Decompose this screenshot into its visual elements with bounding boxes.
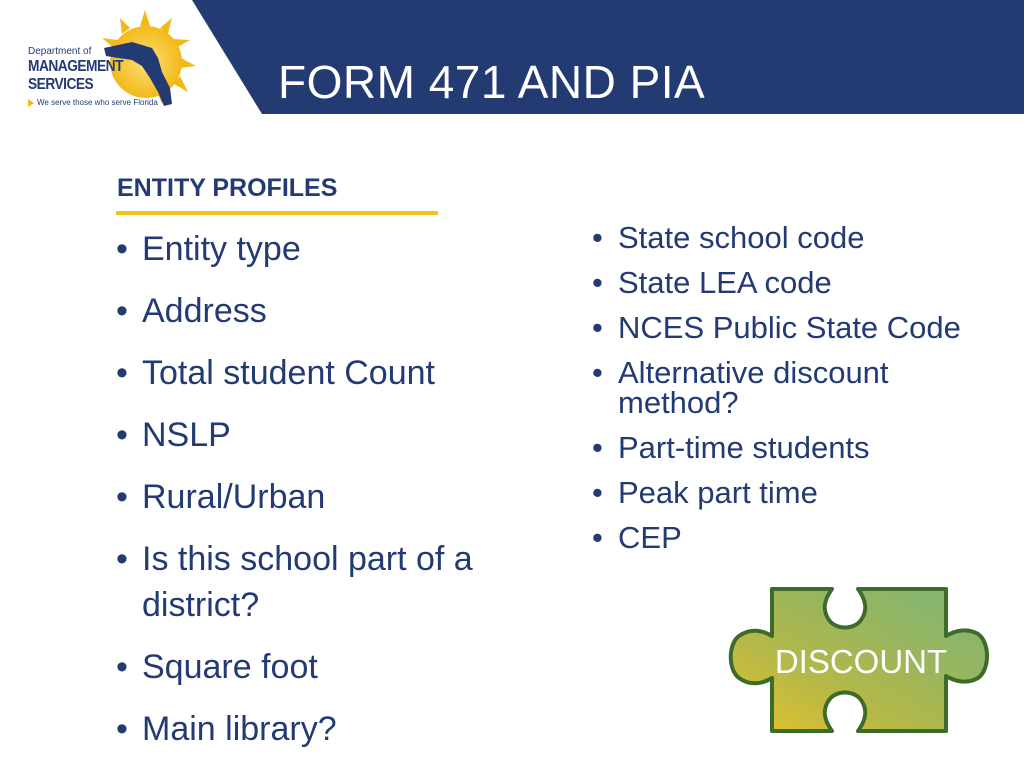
section-heading: ENTITY PROFILES	[117, 174, 338, 202]
discount-puzzle-piece	[724, 586, 994, 734]
bullet-icon: •	[116, 710, 128, 748]
list-item: • NCES Public State Code	[592, 310, 961, 345]
list-item: • Total student Count	[116, 350, 536, 396]
bullet-icon: •	[116, 292, 128, 330]
puzzle-label: DISCOUNT	[774, 643, 948, 680]
bullet-icon: •	[116, 648, 128, 686]
logo-tagline-text: We serve those who serve Florida	[37, 98, 158, 107]
bullet-icon: •	[116, 478, 128, 516]
bullet-icon: •	[592, 520, 603, 555]
bullet-icon: •	[116, 230, 128, 268]
slide-title: FORM 471 AND PIA	[278, 56, 706, 108]
list-item: • Part-time students	[592, 430, 870, 465]
bullet-icon: •	[592, 430, 603, 465]
bullet-icon: •	[116, 416, 128, 454]
entity-profile-list	[116, 226, 536, 768]
list-item: • Rural/Urban	[116, 474, 536, 520]
list-item: • Is this school part of a district?	[116, 536, 542, 628]
list-item: • CEP	[592, 520, 682, 555]
list-item: • NSLP	[116, 412, 536, 458]
bullet-icon: •	[592, 310, 603, 345]
bullet-icon: •	[116, 354, 128, 392]
list-item: • State LEA code	[592, 265, 832, 300]
list-item: • Main library?	[116, 706, 536, 752]
dms-logo	[26, 6, 202, 114]
logo-management-text: MANAGEMENT	[28, 58, 123, 75]
play-arrow-icon	[28, 99, 34, 107]
list-item: • Square foot	[116, 644, 536, 690]
logo-tagline	[28, 97, 158, 109]
bullet-icon: •	[592, 355, 603, 390]
list-item: • State school code	[592, 220, 865, 255]
section-underline	[116, 211, 438, 215]
list-item: • Entity type	[116, 226, 536, 272]
logo-services-text: SERVICES	[28, 76, 94, 93]
bullet-icon: •	[592, 220, 603, 255]
list-item: • Address	[116, 288, 536, 334]
list-item: • Peak part time	[592, 475, 818, 510]
bullet-icon: •	[592, 265, 603, 300]
bullet-icon: •	[592, 475, 603, 510]
code-fields-list	[592, 220, 1002, 568]
logo-department-text: Department of	[28, 46, 92, 57]
bullet-icon: •	[116, 540, 128, 578]
list-item: • Alternative discount method?	[592, 355, 889, 420]
